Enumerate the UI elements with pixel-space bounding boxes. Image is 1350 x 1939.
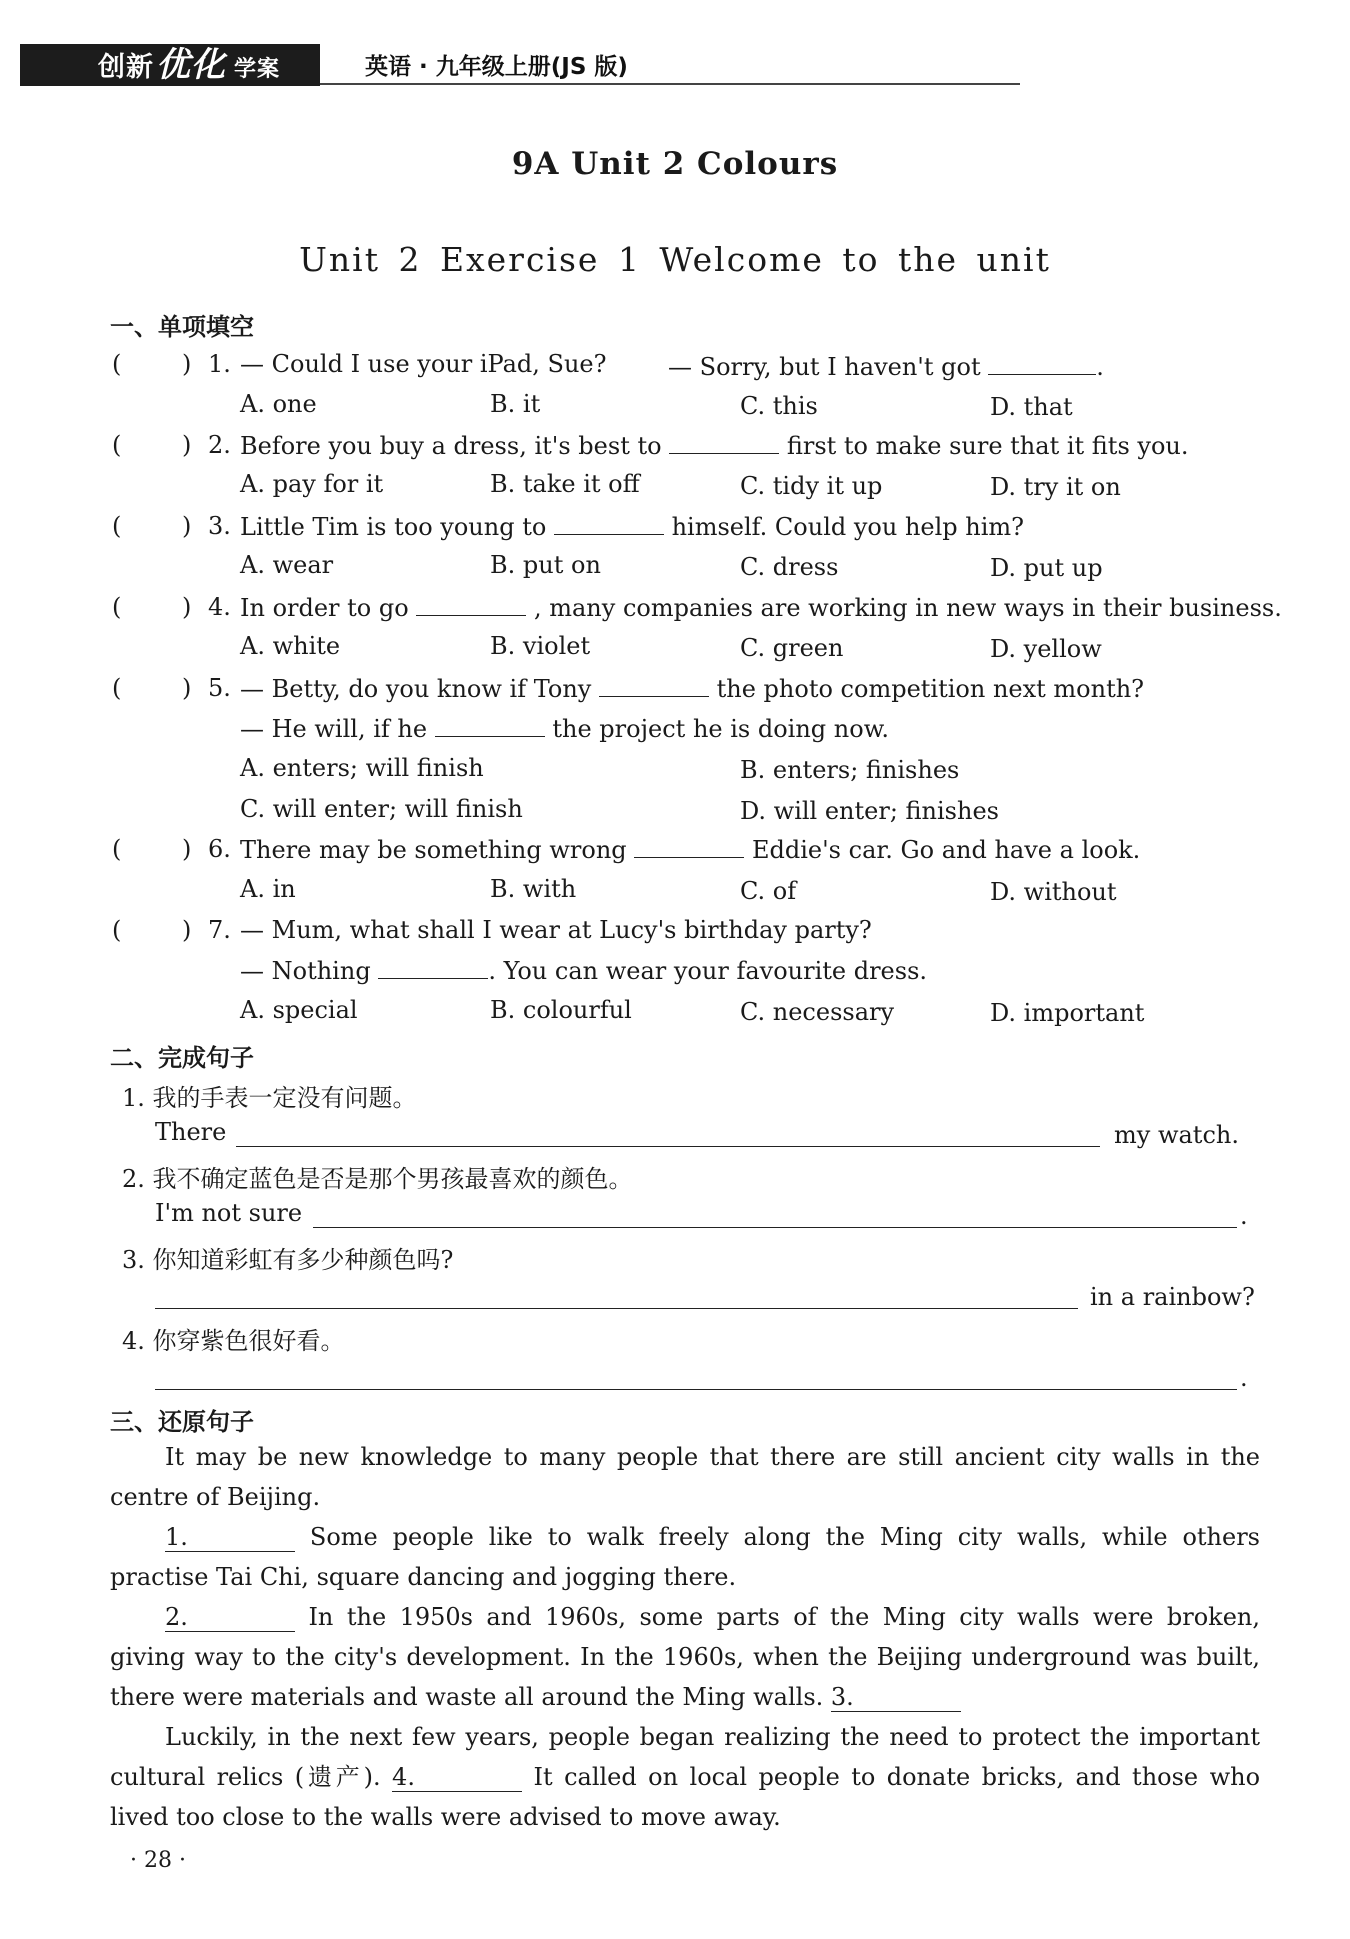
q5-pre: — Betty, do you know if Tony xyxy=(240,675,592,703)
s4-answer-line[interactable] xyxy=(155,1389,1237,1390)
brand-text-b: 优化 xyxy=(156,45,226,85)
answer-bracket-open: ( xyxy=(112,431,122,459)
answer-bracket-close: ) xyxy=(182,593,192,621)
brand-text-c: 学案 xyxy=(234,57,281,82)
section3-title: 三、还原句子 xyxy=(110,1408,254,1436)
q5-blank-2[interactable] xyxy=(435,714,545,737)
q5-stem xyxy=(240,674,1144,703)
q4-option-a: A. white xyxy=(240,632,341,660)
section2-title: 二、完成句子 xyxy=(110,1044,254,1072)
q7-blank[interactable] xyxy=(378,956,488,979)
q2-pre: Before you buy a dress, it's best to xyxy=(240,432,662,460)
q4-option-d: D. yellow xyxy=(990,635,1102,663)
q5-post: the photo competition next month? xyxy=(716,675,1145,703)
gap-1[interactable]: 1. xyxy=(165,1523,295,1552)
section1-title: 一、单项填空 xyxy=(110,313,254,341)
q4-post: , many companies are working in new ways in their business. xyxy=(533,594,1282,622)
q7-option-d: D. important xyxy=(990,999,1145,1027)
q2-blank[interactable] xyxy=(669,431,779,454)
s1-prefix: There xyxy=(155,1118,227,1146)
q7-post2: . You can wear your favourite dress. xyxy=(488,957,928,985)
q4-blank[interactable] xyxy=(416,593,526,616)
q7-stem: — Mum, what shall I wear at Lucy's birthday party? xyxy=(240,916,872,944)
answer-bracket-close: ) xyxy=(182,512,192,540)
s3-answer-line[interactable] xyxy=(155,1308,1078,1309)
q5-stem-reply xyxy=(240,714,889,743)
q2-option-d: D. try it on xyxy=(990,473,1121,501)
q3-blank[interactable] xyxy=(554,512,664,535)
q1-reply-text: — Sorry, but I haven't got xyxy=(668,353,981,381)
q5-number: 5. xyxy=(208,674,231,702)
brand-text-a: 创新 xyxy=(98,52,154,83)
q6-stem xyxy=(240,835,1140,864)
answer-bracket-close: ) xyxy=(182,431,192,459)
q7-option-a: A. special xyxy=(240,996,358,1024)
subject-label: 英语 · 九年级上册(JS 版) xyxy=(365,54,628,80)
q5-option-a: A. enters; will finish xyxy=(240,754,484,782)
q4-stem xyxy=(240,593,1282,622)
q5-option-b: B. enters; finishes xyxy=(740,756,960,784)
s1-answer-line[interactable] xyxy=(236,1146,1100,1147)
q5-blank-1[interactable] xyxy=(599,674,709,697)
para-3-text: Luckily, in the next few years, people began realizing the need to protect the important cultural relics (遗产). xyxy=(110,1723,1260,1791)
q7-option-b: B. colourful xyxy=(490,996,632,1024)
q3-option-c: C. dress xyxy=(740,553,839,581)
s4-suffix: . xyxy=(1240,1364,1248,1392)
page-number: · 28 · xyxy=(130,1848,186,1873)
q6-option-a: A. in xyxy=(240,875,296,903)
q3-stem xyxy=(240,512,1024,541)
s2-suffix: . xyxy=(1240,1202,1248,1230)
answer-bracket-open: ( xyxy=(112,512,122,540)
q3-pre: Little Tim is too young to xyxy=(240,513,547,541)
answer-bracket-close: ) xyxy=(182,835,192,863)
q1-option-c: C. this xyxy=(740,392,818,420)
answer-bracket-close: ) xyxy=(182,674,192,702)
q1-stem: — Could I use your iPad, Sue? xyxy=(240,350,607,378)
answer-bracket-open: ( xyxy=(112,674,122,702)
q1-option-d: D. that xyxy=(990,393,1073,421)
q4-option-c: C. green xyxy=(740,634,844,662)
s2-chinese: 2. 我不确定蓝色是否是那个男孩最喜欢的颜色。 xyxy=(122,1165,633,1193)
para-1-text: Some people like to walk freely along the Ming city walls, while others practise Tai Chi, square dancing and jogging there. xyxy=(110,1523,1260,1591)
s1-suffix: my watch. xyxy=(1114,1121,1239,1149)
q3-option-a: A. wear xyxy=(240,551,334,579)
s3-suffix: in a rainbow? xyxy=(1090,1283,1255,1311)
passage-para-3 xyxy=(110,1717,1260,1837)
q2-option-a: A. pay for it xyxy=(240,470,384,498)
q1-option-a: A. one xyxy=(240,390,317,418)
q1-end: . xyxy=(1096,353,1104,381)
q7-number: 7. xyxy=(208,916,231,944)
q1-option-b: B. it xyxy=(490,390,541,418)
q3-option-b: B. put on xyxy=(490,551,601,579)
q6-option-d: D. without xyxy=(990,878,1117,906)
q2-option-c: C. tidy it up xyxy=(740,472,883,500)
q5-pre2: — He will, if he xyxy=(240,715,428,743)
passage-intro: It may be new knowledge to many people that there are still ancient city walls in the centre of Beijing. xyxy=(110,1443,1260,1511)
q2-post: first to make sure that it fits you. xyxy=(786,432,1189,460)
q3-option-d: D. put up xyxy=(990,554,1103,582)
q6-option-c: C. of xyxy=(740,877,797,905)
answer-bracket-open: ( xyxy=(112,593,122,621)
q4-option-b: B. violet xyxy=(490,632,591,660)
q6-post: Eddie's car. Go and have a look. xyxy=(751,836,1141,864)
q5-post2: the project he is doing now. xyxy=(552,715,890,743)
page-header xyxy=(20,44,1330,86)
q3-number: 3. xyxy=(208,512,231,540)
gap-2[interactable]: 2. xyxy=(165,1603,295,1632)
q7-pre2: — Nothing xyxy=(240,957,371,985)
para-4-text: It called on local people to donate bricks, and those who lived too close to the walls were advised to move away. xyxy=(110,1763,1261,1831)
s2-prefix: I'm not sure xyxy=(155,1199,303,1227)
unit-title: 9A Unit 2 Colours xyxy=(511,146,839,182)
answer-bracket-open: ( xyxy=(112,835,122,863)
answer-bracket-open: ( xyxy=(112,350,122,378)
answer-bracket-open: ( xyxy=(112,916,122,944)
q1-stem-reply xyxy=(668,352,1104,381)
q6-number: 6. xyxy=(208,835,231,863)
s1-chinese: 1. 我的手表一定没有问题。 xyxy=(122,1084,417,1112)
q7-option-c: C. necessary xyxy=(740,998,895,1026)
answer-bracket-close: ) xyxy=(182,350,192,378)
q5-option-c: C. will enter; will finish xyxy=(240,795,523,823)
q6-option-b: B. with xyxy=(490,875,577,903)
q1-number: 1. xyxy=(208,350,231,378)
brand-logo xyxy=(20,44,320,86)
q1-blank[interactable] xyxy=(988,352,1096,375)
para-2-text: In the 1950s and 1960s, some parts of the Ming city walls were broken, giving way to the city's development. In the 1960s, when the Beijing underground was built, there were materials and waste all around the Ming walls. xyxy=(110,1603,1260,1711)
q6-pre: There may be something wrong xyxy=(240,836,627,864)
q6-blank[interactable] xyxy=(634,835,744,858)
exercise-title: Unit 2 Exercise 1 Welcome to the unit xyxy=(299,240,1051,279)
q2-option-b: B. take it off xyxy=(490,470,640,498)
q5-option-d: D. will enter; finishes xyxy=(740,797,999,825)
gap-3[interactable]: 3. xyxy=(831,1683,961,1712)
q2-number: 2. xyxy=(208,431,231,459)
q3-post: himself. Could you help him? xyxy=(671,513,1025,541)
answer-bracket-close: ) xyxy=(182,916,192,944)
passage xyxy=(110,1437,1260,1837)
s2-answer-line[interactable] xyxy=(313,1227,1237,1228)
s3-chinese: 3. 你知道彩虹有多少种颜色吗? xyxy=(122,1246,454,1274)
q4-pre: In order to go xyxy=(240,594,409,622)
passage-para-2 xyxy=(110,1597,1260,1717)
passage-para-1 xyxy=(110,1517,1260,1597)
q7-stem-reply xyxy=(240,956,927,985)
header-rule xyxy=(320,83,1020,85)
q2-stem xyxy=(240,431,1188,460)
gap-4[interactable]: 4. xyxy=(392,1763,522,1792)
s4-chinese: 4. 你穿紫色很好看。 xyxy=(122,1327,345,1355)
q4-number: 4. xyxy=(208,593,231,621)
